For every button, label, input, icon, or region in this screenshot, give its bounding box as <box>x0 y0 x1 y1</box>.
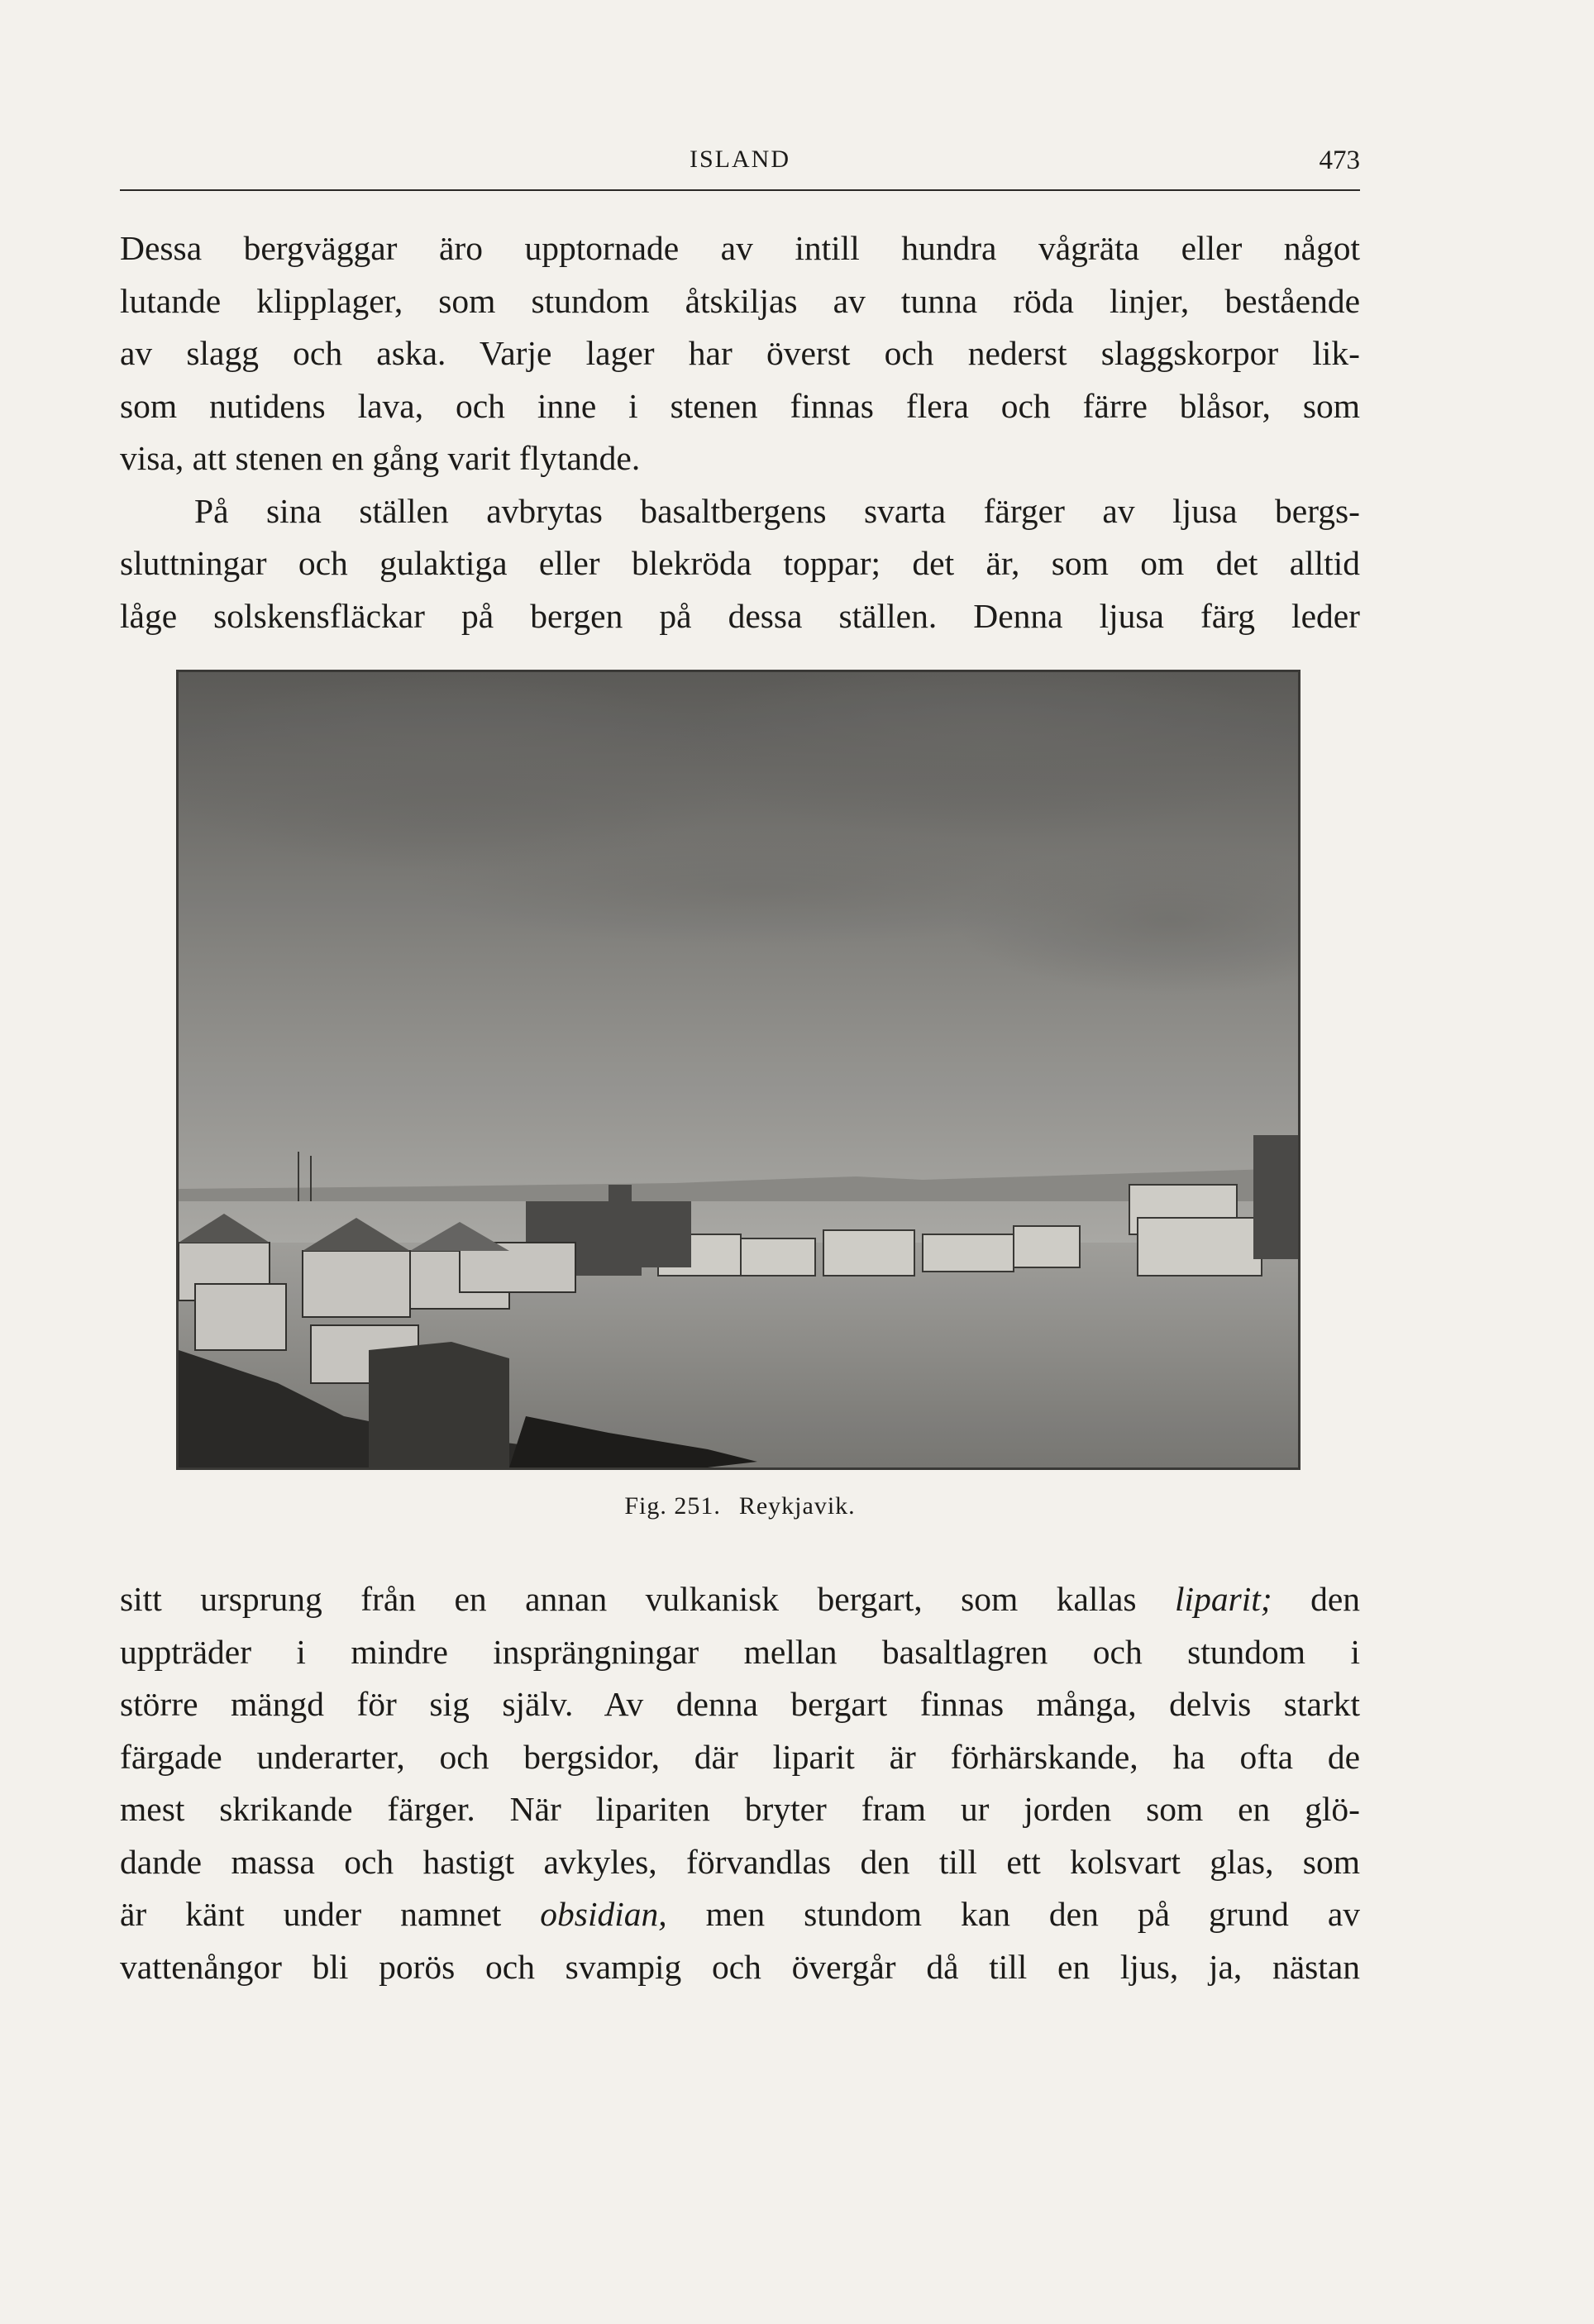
text-line: låge solskensfläckar på bergen på dessa ställen. Denna ljusa färg leder <box>120 596 1360 635</box>
page-number: 473 <box>1319 146 1360 175</box>
text-line: lutande klipplager, som stundom åtskiljas av tunna röda linjer, bestående <box>120 281 1360 320</box>
figure-photograph-reykjavik <box>176 670 1300 1470</box>
text-line: sluttningar och gulaktiga eller blekröda toppar; det är, som om det alltid <box>120 544 1360 582</box>
page-header <box>120 139 1360 188</box>
header-rule <box>120 189 1360 191</box>
text-line: På sina ställen avbrytas basaltbergens svarta färger av ljusa bergs- <box>194 491 1360 530</box>
text-line: färgade underarter, och bergsidor, där liparit är förhärskande, ha ofta de <box>120 1737 1360 1776</box>
running-head: ISLAND <box>690 146 790 173</box>
text-span: men stundom kan den på grund av <box>666 1895 1360 1933</box>
text-span: är känt under namnet <box>120 1895 541 1933</box>
text-line: större mängd för sig själv. Av denna bergart finnas många, delvis starkt <box>120 1685 1360 1723</box>
text-line: visa, att stenen en gång varit flytande. <box>120 439 641 477</box>
text-span: sitt ursprung från en annan vulkanisk bergart, som kallas <box>120 1580 1176 1618</box>
text-line: mest skrikande färger. När lipariten bryter fram ur jorden som en glö- <box>120 1790 1360 1828</box>
text-line <box>120 1573 1360 1626</box>
text-line: som nutidens lava, och inne i stenen finnas flera och färre blåsor, som <box>120 386 1360 425</box>
italic-term-obsidian: obsidian, <box>540 1895 667 1933</box>
text-block-bottom <box>120 1573 1360 1993</box>
text-line: Dessa bergväggar äro upptornade av intill hundra vågräta eller något <box>120 229 1360 267</box>
text-line <box>120 1888 1360 1941</box>
figure-title: Reykjavik. <box>738 1492 856 1520</box>
italic-term-liparit: liparit; <box>1175 1580 1272 1618</box>
text-line: dande massa och hastigt avkyles, förvandlas den till ett kolsvart glas, som <box>120 1842 1360 1881</box>
photograph <box>179 672 1298 1467</box>
figure-label: Fig. 251. <box>624 1492 721 1520</box>
text-line: av slagg och aska. Varje lager har överst och nederst slaggskorpor lik- <box>120 334 1360 372</box>
text-line: vattenångor bli porös och svampig och övergår då till en ljus, ja, nästan <box>120 1947 1360 1986</box>
text-span: den <box>1272 1580 1361 1618</box>
text-block-top <box>120 222 1360 642</box>
figure-caption <box>120 1492 1360 1520</box>
text-line: uppträder i mindre insprängningar mellan basaltlagren och stundom i <box>120 1632 1360 1671</box>
